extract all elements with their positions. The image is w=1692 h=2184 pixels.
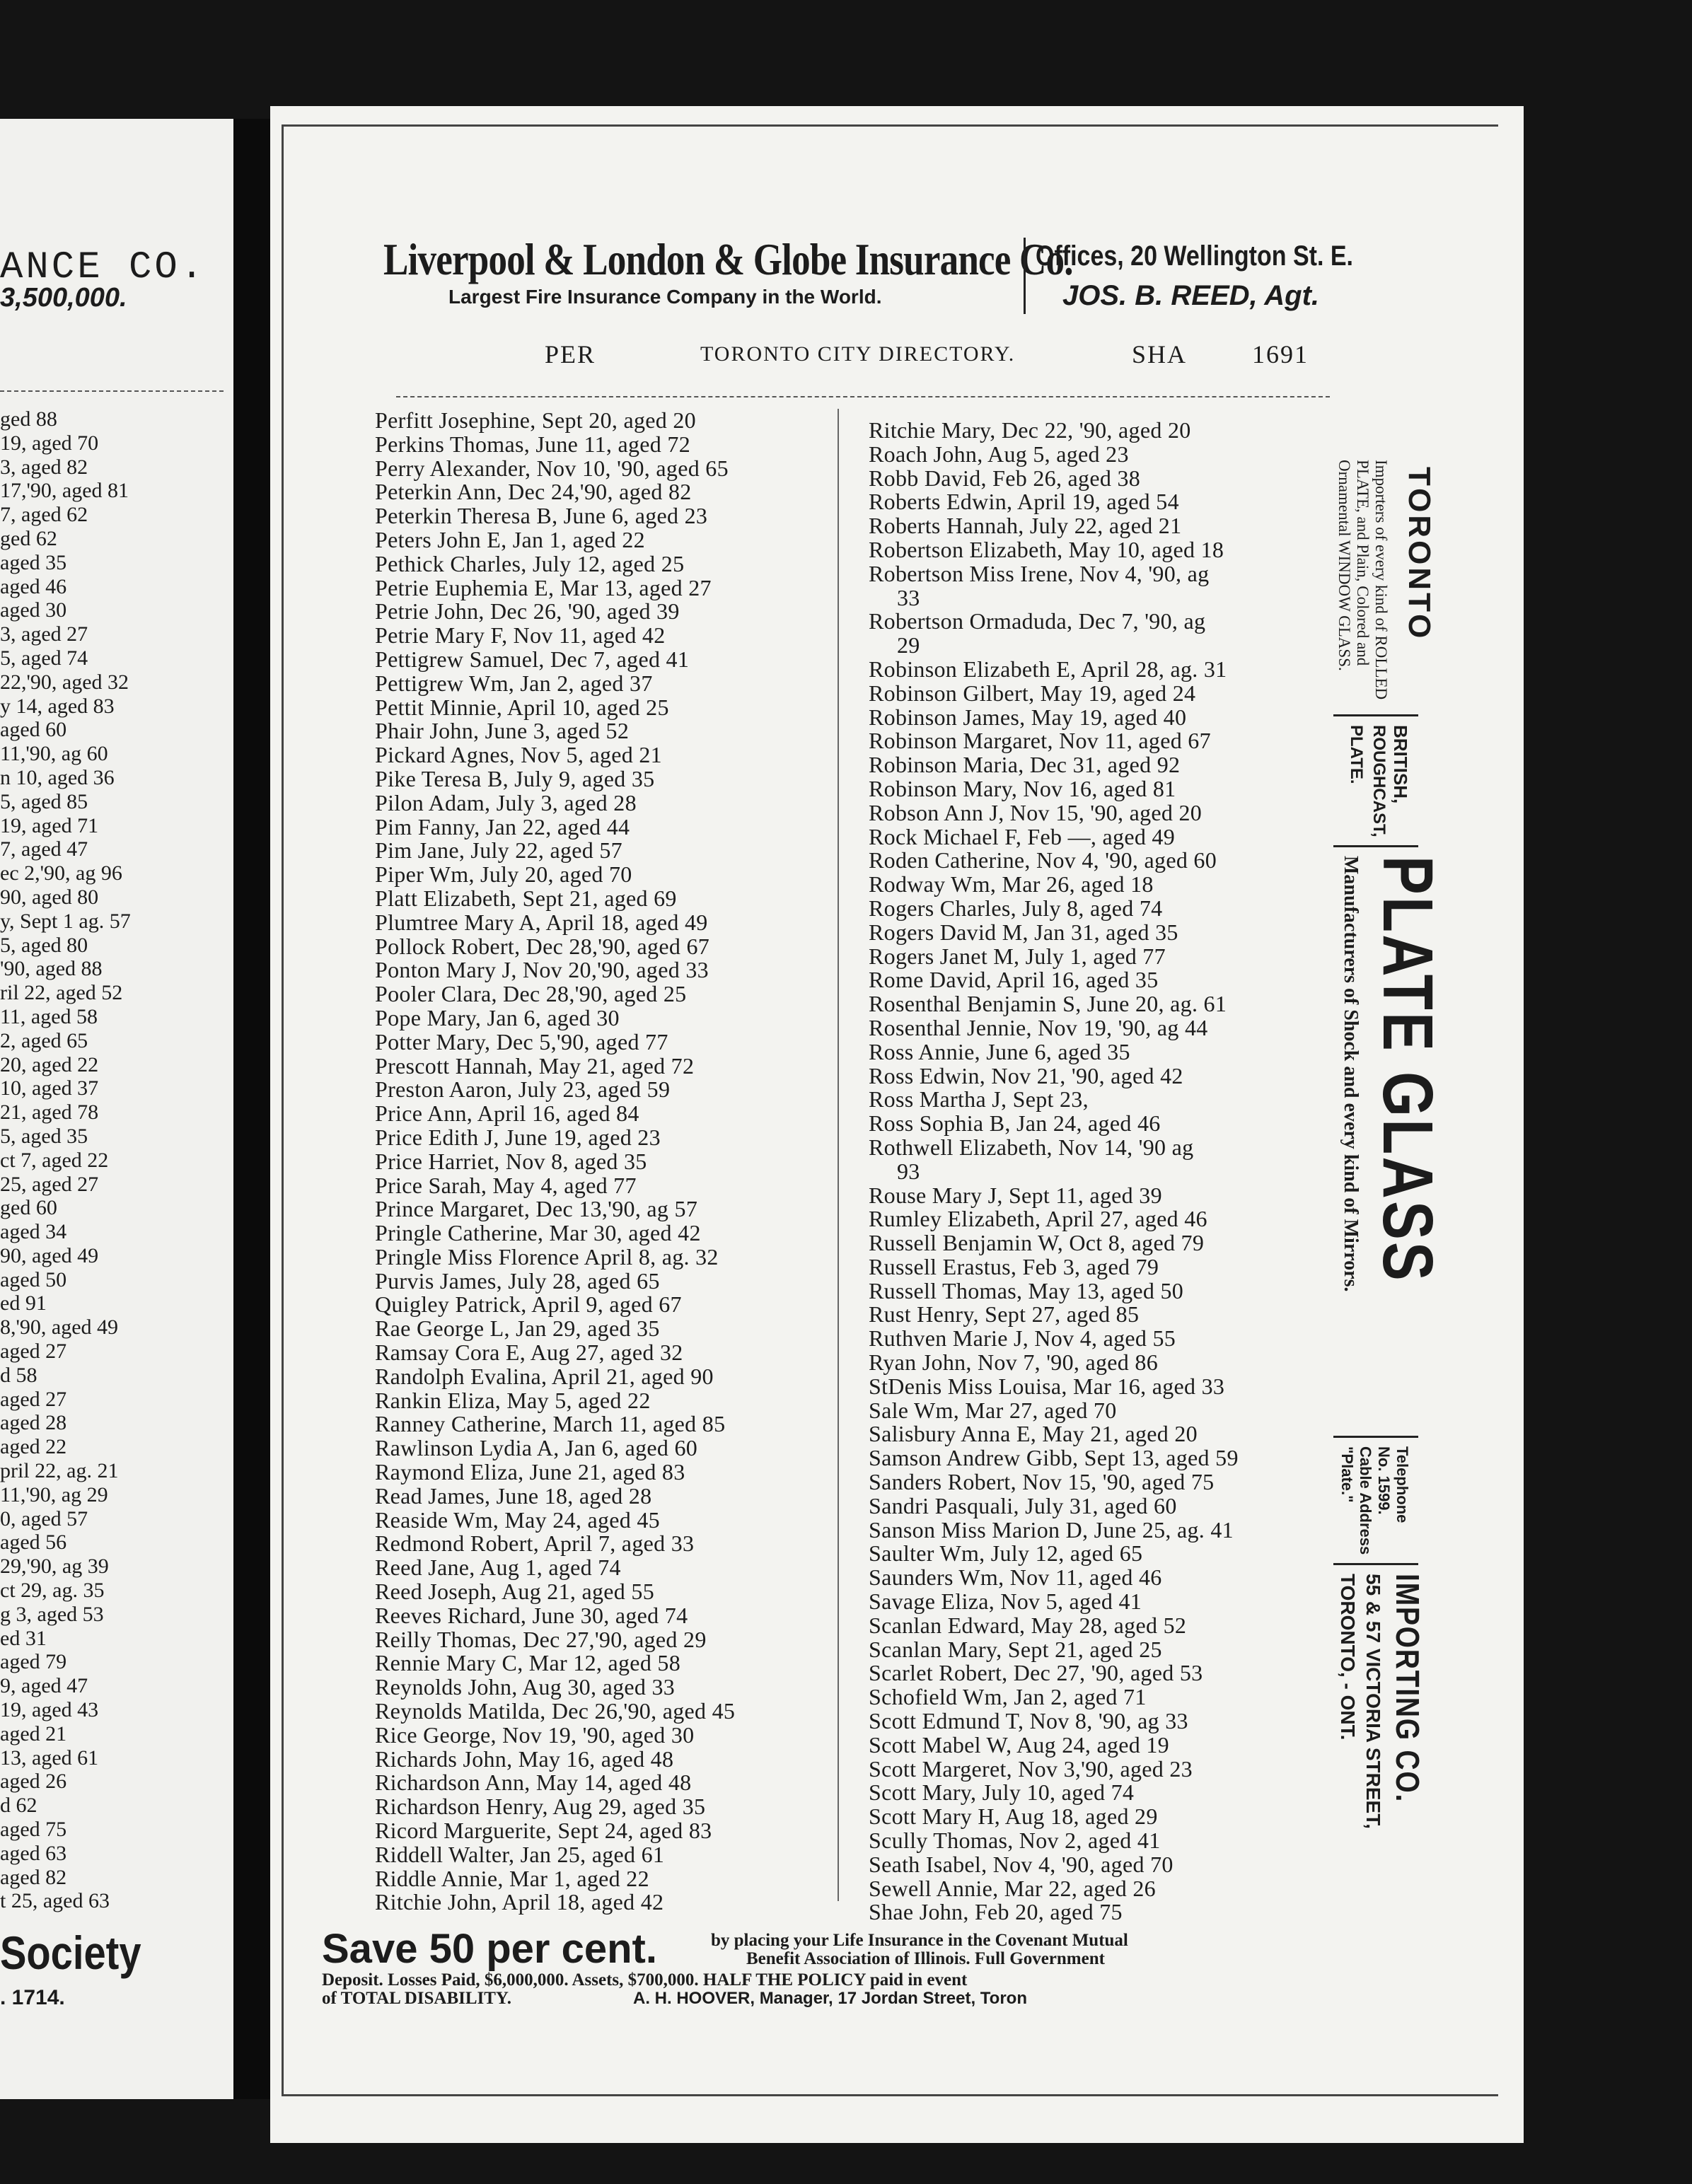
- left-page-entry: aged 28: [0, 1411, 67, 1435]
- left-page-entry: 7, aged 47: [0, 837, 88, 861]
- directory-entry: Pringle Miss Florence April 8, ag. 32: [375, 1243, 719, 1270]
- directory-entry: Pethick Charles, July 12, aged 25: [375, 550, 685, 576]
- left-page-entry: 19, aged 71: [0, 813, 99, 837]
- directory-entry: Pilon Adam, July 3, aged 28: [375, 789, 637, 815]
- footer-line-3: Deposit. Losses Paid, $6,000,000. Assets, $700,000. HALF THE POLICY paid in event: [322, 1970, 968, 1990]
- directory-entry: Scott Mary, July 10, aged 74: [869, 1779, 1135, 1806]
- directory-entry: Peterkin Theresa B, June 6, aged 23: [375, 503, 708, 529]
- directory-entry: Ritchie Mary, Dec 22, '90, aged 20: [869, 417, 1191, 443]
- left-page-entry: 8,'90, aged 49: [0, 1315, 119, 1340]
- left-page-entry: ct 29, ag. 35: [0, 1579, 105, 1603]
- ad-line-2: PLATE, and Plain, Colored and: [1354, 460, 1372, 666]
- directory-entry: Ross Annie, June 6, aged 35: [869, 1038, 1130, 1064]
- ad-address: 55 & 57 VICTORIA STREET,: [1362, 1574, 1384, 1829]
- directory-entry: Perkins Thomas, June 11, aged 72: [375, 431, 690, 457]
- directory-entry: Pickard Agnes, Nov 5, aged 21: [375, 742, 662, 768]
- directory-entry: Pringle Catherine, Mar 30, aged 42: [375, 1220, 701, 1246]
- directory-entry: Rogers Janet M, July 1, aged 77: [869, 943, 1166, 969]
- directory-entry: Petrie John, Dec 26, '90, aged 39: [375, 598, 680, 625]
- left-page-entry: 5, aged 85: [0, 789, 88, 813]
- left-page-header: ANCE CO.: [0, 246, 207, 289]
- book-gutter: [233, 119, 270, 2099]
- entries-column-1: [375, 409, 735, 1915]
- directory-entry: Rawlinson Lydia A, Jan 6, aged 60: [375, 1435, 698, 1461]
- directory-entry: Redmond Robert, April 7, aged 33: [375, 1530, 695, 1557]
- running-head-title: TORONTO CITY DIRECTORY.: [700, 342, 1016, 366]
- directory-entry: Ruthven Marie J, Nov 4, aged 55: [869, 1325, 1176, 1352]
- directory-entry: Pettigrew Samuel, Dec 7, aged 41: [375, 646, 690, 672]
- directory-entry: Pollock Robert, Dec 28,'90, aged 67: [375, 933, 710, 959]
- directory-entry: Robson Ann J, Nov 15, '90, aged 20: [869, 799, 1203, 825]
- directory-entry: Rennie Mary C, Mar 12, aged 58: [375, 1650, 681, 1676]
- directory-entry-continuation: 33: [897, 584, 920, 610]
- directory-entry: Purvis James, July 28, aged 65: [375, 1267, 660, 1294]
- directory-entry: Price Sarah, May 4, aged 77: [375, 1172, 637, 1198]
- directory-entry: Robb David, Feb 26, aged 38: [869, 465, 1141, 491]
- directory-entry: Russell Erastus, Feb 3, aged 79: [869, 1253, 1159, 1279]
- directory-entry: Ritchie John, April 18, aged 42: [375, 1889, 664, 1915]
- left-page-society: Society: [0, 1927, 141, 1979]
- directory-entry: Scott Mabel W, Aug 24, aged 19: [869, 1731, 1169, 1758]
- directory-entry: Quigley Patrick, April 9, aged 67: [375, 1291, 682, 1318]
- directory-entry: Ross Edwin, Nov 21, '90, aged 42: [869, 1062, 1183, 1088]
- ad-separator: [1333, 845, 1418, 847]
- directory-entry: Reaside Wm, May 24, aged 45: [375, 1506, 660, 1533]
- left-page-entry: 11,'90, ag 29: [0, 1482, 108, 1506]
- directory-entry: Randolph Evalina, April 21, aged 90: [375, 1363, 714, 1389]
- directory-entry: Reilly Thomas, Dec 27,'90, aged 29: [375, 1626, 707, 1652]
- left-page-entry: aged 50: [0, 1267, 67, 1291]
- directory-entry: Sanders Robert, Nov 15, '90, aged 75: [869, 1469, 1215, 1495]
- left-page-entry: aged 27: [0, 1387, 67, 1411]
- plate-glass-advertisement: [1312, 460, 1447, 1846]
- directory-entry: Sewell Annie, Mar 22, aged 26: [869, 1875, 1156, 1901]
- directory-entry: Robinson Mary, Nov 16, aged 81: [869, 775, 1176, 801]
- directory-entry: Scarlet Robert, Dec 27, '90, aged 53: [869, 1660, 1203, 1686]
- directory-entry-continuation: 93: [897, 1158, 920, 1184]
- banner-divider: [1024, 238, 1026, 314]
- directory-entry: Platt Elizabeth, Sept 21, aged 69: [375, 885, 677, 911]
- banner-title: Liverpool & London & Globe Insurance Co.: [383, 234, 1073, 284]
- ad-line-1: Importers of every kind of ROLLED: [1372, 460, 1390, 700]
- directory-entry: Russell Benjamin W, Oct 8, aged 79: [869, 1230, 1205, 1256]
- directory-entry: Rosenthal Benjamin S, June 20, ag. 61: [869, 991, 1227, 1017]
- directory-entry: Ponton Mary J, Nov 20,'90, aged 33: [375, 957, 709, 983]
- left-page-entry: 25, aged 27: [0, 1172, 99, 1196]
- footer-line-4: of TOTAL DISABILITY.: [322, 1989, 511, 2008]
- directory-entry: Scott Margeret, Nov 3,'90, aged 23: [869, 1755, 1193, 1782]
- left-page-entry: ged 60: [0, 1196, 57, 1220]
- left-page-entry: g 3, aged 53: [0, 1602, 104, 1626]
- directory-entry: Raymond Eliza, June 21, aged 83: [375, 1459, 685, 1485]
- ad-separator: [1333, 1436, 1418, 1438]
- directory-entry: StDenis Miss Louisa, Mar 16, aged 33: [869, 1373, 1225, 1399]
- directory-entry: Pettigrew Wm, Jan 2, aged 37: [375, 670, 653, 696]
- footer-headline: Save 50 per cent.: [322, 1926, 657, 1972]
- directory-entry: Robertson Miss Irene, Nov 4, '90, ag: [869, 560, 1210, 586]
- left-page-entry: 22,'90, aged 32: [0, 670, 129, 694]
- directory-entry: Samson Andrew Gibb, Sept 13, aged 59: [869, 1445, 1239, 1471]
- left-page-entry: 21, aged 78: [0, 1100, 99, 1125]
- left-page-fragment: [0, 119, 233, 2099]
- directory-entry: Robinson Maria, Dec 31, aged 92: [869, 752, 1181, 778]
- left-page-entry: 5, aged 74: [0, 646, 88, 670]
- directory-entry: Rock Michael F, Feb —, aged 49: [869, 823, 1176, 849]
- directory-entry: Reynolds John, Aug 30, aged 33: [375, 1674, 676, 1700]
- directory-entry: Rogers Charles, July 8, aged 74: [869, 895, 1163, 921]
- directory-entry: Roberts Hannah, July 22, aged 21: [869, 513, 1182, 539]
- directory-entry: Riddell Walter, Jan 25, aged 61: [375, 1841, 665, 1867]
- ad-british: BRITISH,: [1390, 725, 1411, 804]
- left-page-entry: 3, aged 82: [0, 455, 88, 479]
- directory-entry: Robinson James, May 19, aged 40: [869, 704, 1187, 730]
- directory-entry: Ryan John, Nov 7, '90, aged 86: [869, 1349, 1158, 1376]
- left-page-entry: 11,'90, ag 60: [0, 742, 108, 766]
- left-page-entry: d 62: [0, 1794, 37, 1818]
- directory-entry: Saunders Wm, Nov 11, aged 46: [869, 1564, 1162, 1591]
- ad-phone-number: No. 1599.: [1375, 1446, 1393, 1515]
- directory-entry: Scott Edmund T, Nov 8, '90, ag 33: [869, 1708, 1188, 1734]
- directory-entry: Roach John, Aug 5, aged 23: [869, 441, 1129, 467]
- directory-entry: Peterkin Ann, Dec 24,'90, aged 82: [375, 479, 692, 505]
- left-page-entry: 13, aged 61: [0, 1746, 99, 1770]
- ad-cable: Cable Address: [1357, 1446, 1374, 1555]
- directory-entry: Richardson Henry, Aug 29, aged 35: [375, 1794, 706, 1820]
- ad-importing-co: IMPORTING CO.: [1389, 1574, 1426, 1803]
- left-page-entry: 11, aged 58: [0, 1004, 98, 1028]
- directory-entry: Sanson Miss Marion D, June 25, ag. 41: [869, 1516, 1234, 1543]
- directory-entry: Richardson Ann, May 14, aged 48: [375, 1770, 692, 1796]
- directory-entry: Ross Martha J, Sept 23,: [869, 1086, 1089, 1113]
- directory-entry: Scanlan Edward, May 28, aged 52: [869, 1612, 1187, 1638]
- left-page-entry: ged 88: [0, 407, 57, 431]
- directory-entry: Russell Thomas, May 13, aged 50: [869, 1277, 1184, 1303]
- directory-entry: Robertson Elizabeth, May 10, aged 18: [869, 536, 1224, 562]
- directory-entry: Phair John, June 3, aged 52: [375, 718, 630, 744]
- left-page-entry: 90, aged 80: [0, 885, 99, 909]
- directory-entry: Preston Aaron, July 23, aged 59: [375, 1076, 671, 1103]
- directory-entry: Potter Mary, Dec 5,'90, aged 77: [375, 1028, 668, 1055]
- directory-entry: Riddle Annie, Mar 1, aged 22: [375, 1865, 649, 1891]
- left-page-entry: aged 79: [0, 1650, 67, 1674]
- directory-entry: Reed Joseph, Aug 21, aged 55: [375, 1579, 655, 1605]
- directory-entry: Rogers David M, Jan 31, aged 35: [869, 919, 1178, 945]
- directory-entry: Robertson Ormaduda, Dec 7, '90, ag: [869, 608, 1206, 634]
- left-page-entry: aged 35: [0, 550, 67, 574]
- ad-separator: [1333, 1563, 1418, 1565]
- left-page-entry: ec 2,'90, ag 96: [0, 861, 122, 885]
- directory-entry: Rouse Mary J, Sept 11, aged 39: [869, 1182, 1162, 1208]
- ad-plate-glass: PLATE GLASS: [1368, 856, 1447, 1284]
- left-page-capital: 3,500,000.: [0, 283, 127, 313]
- directory-entry: Robinson Elizabeth E, April 28, ag. 31: [869, 656, 1227, 682]
- left-page-entry: 3, aged 27: [0, 622, 88, 646]
- left-page-entry: ct 7, aged 22: [0, 1148, 109, 1172]
- directory-entry: Peters John E, Jan 1, aged 22: [375, 526, 645, 552]
- left-page-entry: aged 56: [0, 1530, 67, 1555]
- directory-entry: Seath Isabel, Nov 4, '90, aged 70: [869, 1851, 1174, 1877]
- left-page-entry: aged 63: [0, 1841, 67, 1865]
- left-page-entry: '90, aged 88: [0, 957, 103, 981]
- directory-entry: Rodway Wm, Mar 26, aged 18: [869, 871, 1154, 898]
- left-page-entry: aged 22: [0, 1435, 67, 1459]
- left-page-entry: 7, aged 62: [0, 503, 88, 527]
- left-page-entry: 19, aged 43: [0, 1698, 99, 1722]
- directory-entry: Ranney Catherine, March 11, aged 85: [375, 1411, 726, 1437]
- left-page-entry: 5, aged 35: [0, 1124, 88, 1148]
- footer-manager: A. H. HOOVER, Manager, 17 Jordan Street, Toron: [633, 1989, 1028, 2008]
- insurance-banner: [383, 233, 1374, 339]
- ad-separator: [1333, 714, 1418, 716]
- directory-entry: Saulter Wm, July 12, aged 65: [869, 1540, 1143, 1567]
- directory-entry: Reynolds Matilda, Dec 26,'90, aged 45: [375, 1698, 736, 1724]
- left-page-entry: n 10, aged 36: [0, 765, 115, 789]
- left-page-entry: aged 46: [0, 574, 67, 598]
- left-page-entry: 20, aged 22: [0, 1052, 99, 1076]
- left-page-entry: pril 22, ag. 21: [0, 1459, 119, 1483]
- directory-entry: Pettit Minnie, April 10, aged 25: [375, 694, 669, 720]
- left-page-entry: 2, aged 65: [0, 1028, 88, 1052]
- left-page-entry: ril 22, aged 52: [0, 981, 123, 1005]
- left-page-entry: 90, aged 49: [0, 1243, 99, 1267]
- directory-entry: Sandri Pasquali, July 31, aged 60: [869, 1492, 1177, 1518]
- directory-entry: Robinson Margaret, Nov 11, aged 67: [869, 728, 1211, 754]
- left-page-entry: 19, aged 70: [0, 431, 99, 455]
- directory-entry: Petrie Euphemia E, Mar 13, aged 27: [375, 574, 712, 600]
- directory-entry: Price Edith J, June 19, aged 23: [375, 1124, 661, 1150]
- directory-entry: Plumtree Mary A, April 18, aged 49: [375, 909, 708, 935]
- left-page-entry: d 58: [0, 1363, 37, 1387]
- directory-entry: Savage Eliza, Nov 5, aged 41: [869, 1588, 1142, 1615]
- left-page-entry: 29,'90, ag 39: [0, 1555, 109, 1579]
- ad-plate: PLATE.: [1347, 725, 1366, 784]
- left-page-entry: aged 27: [0, 1340, 67, 1364]
- directory-entry: Rothwell Elizabeth, Nov 14, '90 ag: [869, 1134, 1194, 1160]
- directory-entry: Rust Henry, Sept 27, aged 85: [869, 1301, 1140, 1328]
- directory-entry-continuation: 29: [897, 632, 920, 658]
- left-page-entry: 5, aged 80: [0, 933, 88, 957]
- directory-entry: Petrie Mary F, Nov 11, aged 42: [375, 622, 666, 649]
- directory-entry: Rankin Eliza, May 5, aged 22: [375, 1387, 651, 1413]
- running-head-left: PER: [545, 340, 596, 368]
- directory-entry: Pim Jane, July 22, aged 57: [375, 837, 622, 864]
- running-head: [545, 339, 1584, 375]
- directory-entry: Prescott Hannah, May 21, aged 72: [375, 1052, 695, 1079]
- left-page-entry: aged 30: [0, 598, 67, 622]
- directory-entry: Price Harriet, Nov 8, aged 35: [375, 1148, 647, 1174]
- ad-city: TORONTO, - ONT.: [1337, 1574, 1359, 1741]
- entries-column-2: [869, 419, 1239, 1924]
- ad-toronto: TORONTO: [1402, 467, 1437, 641]
- left-page-entry: t 25, aged 63: [0, 1889, 110, 1913]
- left-page-entry: ed 31: [0, 1626, 47, 1650]
- directory-entry: Rae George L, Jan 29, aged 35: [375, 1315, 660, 1342]
- left-page-entry: aged 26: [0, 1770, 67, 1794]
- directory-entry: Reeves Richard, June 30, aged 74: [375, 1602, 688, 1628]
- left-page-entry: 0, aged 57: [0, 1506, 88, 1530]
- left-page-entry: 10, aged 37: [0, 1076, 99, 1100]
- directory-entry: Schofield Wm, Jan 2, aged 71: [869, 1684, 1147, 1710]
- directory-entry: Ramsay Cora E, Aug 27, aged 32: [375, 1340, 683, 1366]
- directory-entry: Rice George, Nov 19, '90, aged 30: [375, 1721, 695, 1748]
- left-page-entry: y, Sept 1 ag. 57: [0, 909, 131, 933]
- directory-entry: Sale Wm, Mar 27, aged 70: [869, 1397, 1117, 1423]
- ad-manufacturers: Manufacturers of Shock and every kind of Mirrors.: [1340, 856, 1362, 1292]
- ad-line-3: Ornamental WINDOW GLASS.: [1335, 460, 1353, 671]
- directory-entry: Piper Wm, July 20, aged 70: [375, 861, 632, 888]
- directory-entry: Richards John, May 16, aged 48: [375, 1746, 674, 1772]
- directory-entry: Perfitt Josephine, Sept 20, aged 20: [375, 407, 696, 433]
- directory-entry: Ricord Marguerite, Sept 24, aged 83: [375, 1818, 712, 1844]
- directory-entry: Salisbury Anna E, May 21, aged 20: [869, 1421, 1198, 1447]
- directory-entry: Read James, June 18, aged 28: [375, 1482, 652, 1509]
- directory-entry: Pooler Clara, Dec 28,'90, aged 25: [375, 981, 687, 1007]
- directory-entry: Scanlan Mary, Sept 21, aged 25: [869, 1636, 1162, 1662]
- directory-entry: Perry Alexander, Nov 10, '90, aged 65: [375, 455, 729, 481]
- directory-entry: Scott Mary H, Aug 18, aged 29: [869, 1803, 1158, 1830]
- banner-agent: JOS. B. REED, Agt.: [1062, 280, 1320, 311]
- directory-entry: Ross Sophia B, Jan 24, aged 46: [869, 1110, 1161, 1137]
- page-number: 1691: [1252, 340, 1309, 368]
- directory-entry: Reed Jane, Aug 1, aged 74: [375, 1555, 621, 1581]
- column-rule: [838, 409, 839, 1901]
- left-page-entry: 9, aged 47: [0, 1674, 88, 1698]
- directory-entry: Shae John, Feb 20, aged 75: [869, 1899, 1123, 1925]
- footer-line-1: by placing your Life Insurance in the Covenant Mutual: [711, 1931, 1128, 1950]
- directory-entry: Scully Thomas, Nov 2, aged 41: [869, 1828, 1161, 1854]
- left-page-rule: [0, 390, 224, 392]
- left-page-entry: aged 60: [0, 718, 67, 742]
- left-page-entry: aged 34: [0, 1220, 67, 1244]
- directory-entry: Price Ann, April 16, aged 84: [375, 1100, 639, 1127]
- banner-subtitle: Largest Fire Insurance Company in the World.: [448, 286, 882, 308]
- left-page-entries: [0, 407, 131, 1913]
- header-rule: [396, 396, 1330, 397]
- directory-entry: Pope Mary, Jan 6, aged 30: [375, 1004, 620, 1030]
- left-page-entry: aged 82: [0, 1865, 67, 1889]
- directory-entry: Rome David, April 16, aged 35: [869, 967, 1159, 993]
- ad-telephone: Telephone: [1393, 1446, 1411, 1523]
- left-page-entry: 17,'90, aged 81: [0, 479, 129, 503]
- directory-entry: Roberts Edwin, April 19, aged 54: [869, 489, 1179, 515]
- left-page-entry: aged 75: [0, 1818, 67, 1842]
- directory-entry: Rosenthal Jennie, Nov 19, '90, ag 44: [869, 1014, 1208, 1040]
- directory-entry: Rumley Elizabeth, April 27, aged 46: [869, 1206, 1207, 1232]
- footer-line-2: Benefit Association of Illinois. Full Government: [746, 1949, 1105, 1968]
- left-page-entry: y 14, aged 83: [0, 694, 115, 718]
- ad-roughcast: ROUGHCAST,: [1369, 725, 1389, 837]
- left-page-entry: ed 91: [0, 1291, 47, 1315]
- left-page-entry: ged 62: [0, 526, 57, 550]
- left-page-society-sub: . 1714.: [0, 1986, 65, 2009]
- directory-entry: Pim Fanny, Jan 22, aged 44: [375, 813, 630, 840]
- banner-office: Offices, 20 Wellington St. E.: [1036, 240, 1354, 272]
- directory-entry: Prince Margaret, Dec 13,'90, ag 57: [375, 1196, 698, 1222]
- directory-entry: Pike Teresa B, July 9, aged 35: [375, 765, 655, 791]
- running-head-right: SHA: [1132, 340, 1188, 368]
- left-page-entry: aged 21: [0, 1721, 67, 1746]
- ad-cable-name: "Plate.": [1338, 1446, 1356, 1503]
- covenant-mutual-ad: [322, 1926, 1298, 2028]
- directory-entry: Robinson Gilbert, May 19, aged 24: [869, 680, 1196, 706]
- directory-entry: Roden Catherine, Nov 4, '90, aged 60: [869, 847, 1217, 873]
